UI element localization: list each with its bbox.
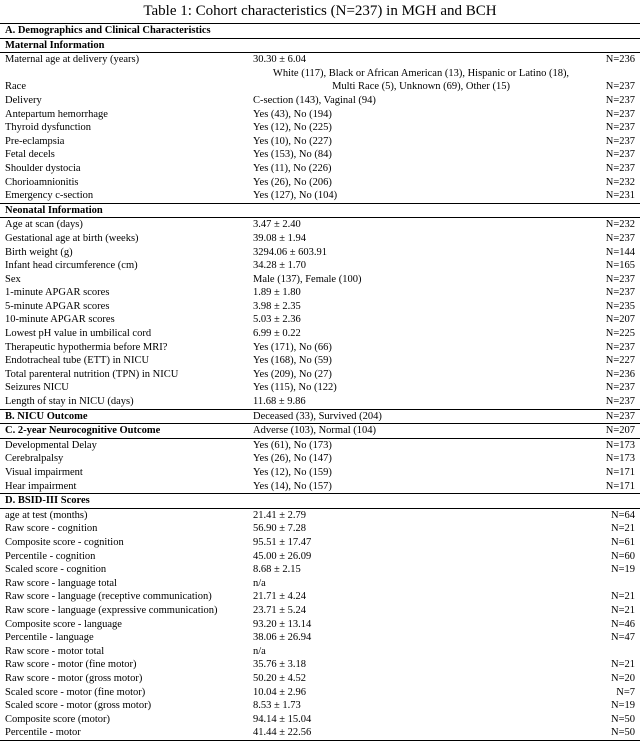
table-row [0,563,640,577]
table-row [0,672,640,686]
table-row [0,327,640,341]
table-row [0,686,640,700]
table-row [0,286,640,300]
row-value: 3294.06 ± 603.91 [253,246,328,258]
row-value: 8.68 ± 2.15 [253,564,301,576]
row-value: Yes (209), No (27) [253,368,332,380]
row-label: Therapeutic hypothermia before MRI? [5,341,168,353]
row-n: N=231 [605,190,635,202]
row-n: N=21 [610,604,635,616]
row-value: Adverse (103), Normal (104) [253,425,377,437]
row-value [253,67,589,94]
row-n: N=64 [610,509,635,521]
row-label: Composite score (motor) [5,713,110,725]
row-value: 5.03 ± 2.36 [253,314,301,326]
row-value: Deceased (33), Survived (204) [253,410,382,422]
row-value: 38.06 ± 26.94 [253,632,312,644]
row-value: Male (137), Female (100) [253,273,362,285]
row-label: Scaled score - motor (gross motor) [5,700,152,712]
row-value: Yes (14), No (157) [253,480,332,492]
row-value-line: White (117), Black or African American (13), Hispanic or Latino (18), [272,67,570,79]
row-n: N=237 [605,287,635,299]
table-row [0,232,640,246]
section-header-row [0,23,640,38]
row-label: A. Demographics and Clinical Characteristics [5,25,211,36]
row-n: N=237 [605,108,635,120]
row-value: 23.71 ± 5.24 [253,604,307,616]
table-row [0,480,640,494]
row-n: N=237 [605,382,635,394]
row-value: Yes (43), No (194) [253,108,332,120]
row-n: N=207 [605,425,635,437]
row-n: N=225 [605,328,635,340]
row-value: 39.08 ± 1.94 [253,232,307,244]
row-n: N=236 [605,54,635,66]
row-n: N=227 [605,355,635,367]
row-n: N=173 [605,453,635,465]
row-label: Percentile - cognition [5,550,96,562]
table-row [0,699,640,713]
table-row [0,508,640,523]
row-value: 8.53 ± 1.73 [253,700,301,712]
row-n: N=237 [605,273,635,285]
table-row [0,438,640,453]
table-row [0,452,640,466]
table-row [0,713,640,727]
row-value: 94.14 ± 15.04 [253,713,312,725]
table-row [0,550,640,564]
row-label: Maternal Information [5,39,105,51]
section-header-row [0,409,640,424]
row-value: n/a [253,577,266,589]
row-n: N=61 [610,536,635,548]
row-label: Age at scan (days) [5,219,83,231]
row-label: Antepartum hemorrhage [5,108,108,120]
table-row [0,341,640,355]
table-row [0,300,640,314]
row-label: D. BSID-III Scores [5,495,90,507]
row-n: N=237 [605,410,635,422]
table-row [0,135,640,149]
row-value: Yes (61), No (173) [253,439,332,451]
table-row [0,313,640,327]
row-n: N=237 [605,341,635,353]
row-value: n/a [253,645,266,657]
row-label: Composite score - language [5,618,122,630]
row-value: Yes (26), No (206) [253,176,332,188]
row-label: Visual impairment [5,467,83,478]
row-label: 1-minute APGAR scores [5,287,110,299]
table-row [0,94,640,108]
row-label: Neonatal Information [5,204,103,216]
row-label: 5-minute APGAR scores [5,300,110,312]
section-header-row [0,493,640,508]
row-value: 35.76 ± 3.18 [253,659,307,671]
row-label: C. 2-year Neurocognitive Outcome [5,425,161,437]
table-row [0,67,640,94]
row-n: N=60 [610,550,635,562]
table-title: Table 1: Cohort characteristics (N=237) in MGH and BCH [143,3,497,19]
row-value: Yes (12), No (225) [253,122,332,134]
row-label: Developmental Delay [5,439,97,451]
row-n: N=144 [605,246,635,258]
row-value: 21.41 ± 2.79 [253,509,307,521]
row-label: Race [5,81,26,93]
row-n: N=235 [605,300,635,312]
row-n: N=21 [610,659,635,671]
row-value: Yes (26), No (147) [253,453,332,465]
row-value: C-section (143), Vaginal (94) [253,94,376,106]
row-label: Raw score - motor (gross motor) [5,672,143,684]
row-label: Sex [5,273,21,285]
row-n: N=46 [610,618,635,630]
row-label: Composite score - cognition [5,536,124,548]
row-label: B. NICU Outcome [5,410,88,422]
row-n: N=20 [610,672,635,684]
row-value: Yes (171), No (66) [253,341,332,353]
row-n: N=232 [605,219,635,231]
row-label: 10-minute APGAR scores [5,314,115,326]
row-n: N=21 [610,523,635,535]
row-label: Hear impairment [5,480,77,492]
table-row [0,217,640,232]
row-n: N=236 [605,368,635,380]
row-label: Thyroid dysfunction [5,122,92,134]
row-label: Delivery [5,94,42,106]
row-value: Yes (168), No (59) [253,355,332,367]
row-value: 93.20 ± 13.14 [253,618,312,630]
row-n: N=47 [610,632,635,644]
row-value: 30.30 ± 6.04 [253,54,307,66]
row-label: Fetal decels [5,149,55,161]
row-n: N=237 [605,232,635,244]
row-value: Yes (115), No (122) [253,382,337,394]
row-n: N=171 [605,467,635,478]
row-label: Lowest pH value in umbilical cord [5,328,152,340]
row-label: Gestational age at birth (weeks) [5,232,139,244]
table-row [0,645,640,659]
section-header-row [0,38,640,53]
row-label: Percentile - language [5,632,94,644]
row-n: N=237 [605,162,635,174]
row-value: 3.47 ± 2.40 [253,219,301,231]
row-n: N=50 [610,713,635,725]
row-label: Cerebralpalsy [5,453,64,465]
row-label: Birth weight (g) [5,246,73,258]
row-label: Total parenteral nutrition (TPN) in NICU [5,368,179,380]
row-value: 10.04 ± 2.96 [253,686,307,698]
table-row [0,176,640,190]
table-row [0,246,640,260]
row-n: N=21 [610,591,635,603]
row-value: 1.89 ± 1.80 [253,287,301,299]
table-row [0,108,640,122]
row-value: 11.68 ± 9.86 [253,396,306,408]
row-label: Shoulder dystocia [5,162,81,174]
row-n: N=173 [605,439,635,451]
row-n: N=50 [610,727,635,739]
row-n: N=232 [605,176,635,188]
row-value: 6.99 ± 0.22 [253,328,301,340]
table-row [0,604,640,618]
table-row [0,631,640,645]
row-label: Raw score - language (receptive communication) [5,591,212,603]
row-n: N=237 [605,396,635,408]
table-row [0,162,640,176]
table-row [0,536,640,550]
row-label: Percentile - motor [5,727,81,739]
row-value: 41.44 ± 22.56 [253,727,312,739]
row-n: N=237 [605,122,635,134]
row-n: N=237 [605,94,635,106]
row-value: Yes (153), No (84) [253,149,332,161]
row-label: Raw score - language (expressive communication) [5,604,218,616]
table-row [0,354,640,368]
row-n: N=237 [605,135,635,147]
row-label: Raw score - language total [5,577,117,589]
row-label: Endotracheal tube (ETT) in NICU [5,355,150,367]
table-row [0,189,640,203]
row-label: Seizures NICU [5,382,69,394]
row-label: Emergency c-section [5,190,94,202]
row-label: Raw score - cognition [5,523,98,535]
table-row [0,577,640,591]
row-n: N=237 [605,149,635,161]
row-label: Raw score - motor (fine motor) [5,659,137,671]
section-header-row [0,423,640,438]
row-value-line: Multi Race (5), Unknown (69), Other (15) [332,81,510,93]
table-row [0,466,640,480]
section-header-row [0,203,640,218]
row-value: 45.00 ± 26.09 [253,550,312,562]
row-n: N=237 [605,81,635,93]
row-value: 95.51 ± 17.47 [253,536,312,548]
table-row [0,590,640,604]
cohort-table [0,23,640,741]
table-row [0,148,640,162]
table-row [0,259,640,273]
row-label: Chorioamnionitis [5,176,79,188]
row-n: N=7 [616,686,635,698]
table-row [0,726,640,740]
row-n: N=19 [610,564,635,576]
table-row [0,658,640,672]
row-label: age at test (months) [5,509,88,521]
row-value: Yes (12), No (159) [253,467,332,478]
table-row [0,368,640,382]
row-label: Length of stay in NICU (days) [5,396,134,408]
row-n: N=171 [605,480,635,492]
row-value: 34.28 ± 1.70 [253,260,307,272]
row-value: Yes (10), No (227) [253,135,332,147]
row-label: Scaled score - cognition [5,564,107,576]
row-n: N=19 [610,700,635,712]
row-value: 56.90 ± 7.28 [253,523,307,535]
row-label: Maternal age at delivery (years) [5,54,140,66]
row-value: 3.98 ± 2.35 [253,300,301,312]
row-value: Yes (127), No (104) [253,190,338,202]
row-n: N=165 [605,260,635,272]
row-label: Infant head circumference (cm) [5,260,138,272]
row-label: Pre-eclampsia [5,135,65,147]
table-row [0,522,640,536]
table-row [0,618,640,632]
table-row [0,395,640,409]
table-row [0,381,640,395]
row-n: N=207 [605,314,635,326]
table-row [0,121,640,135]
row-value: 50.20 ± 4.52 [253,672,307,684]
row-label: Scaled score - motor (fine motor) [5,686,146,698]
row-label: Raw score - motor total [5,645,105,657]
row-value: 21.71 ± 4.24 [253,591,307,603]
table-row [0,273,640,287]
row-value: Yes (11), No (226) [253,162,332,174]
table-row [0,52,640,67]
